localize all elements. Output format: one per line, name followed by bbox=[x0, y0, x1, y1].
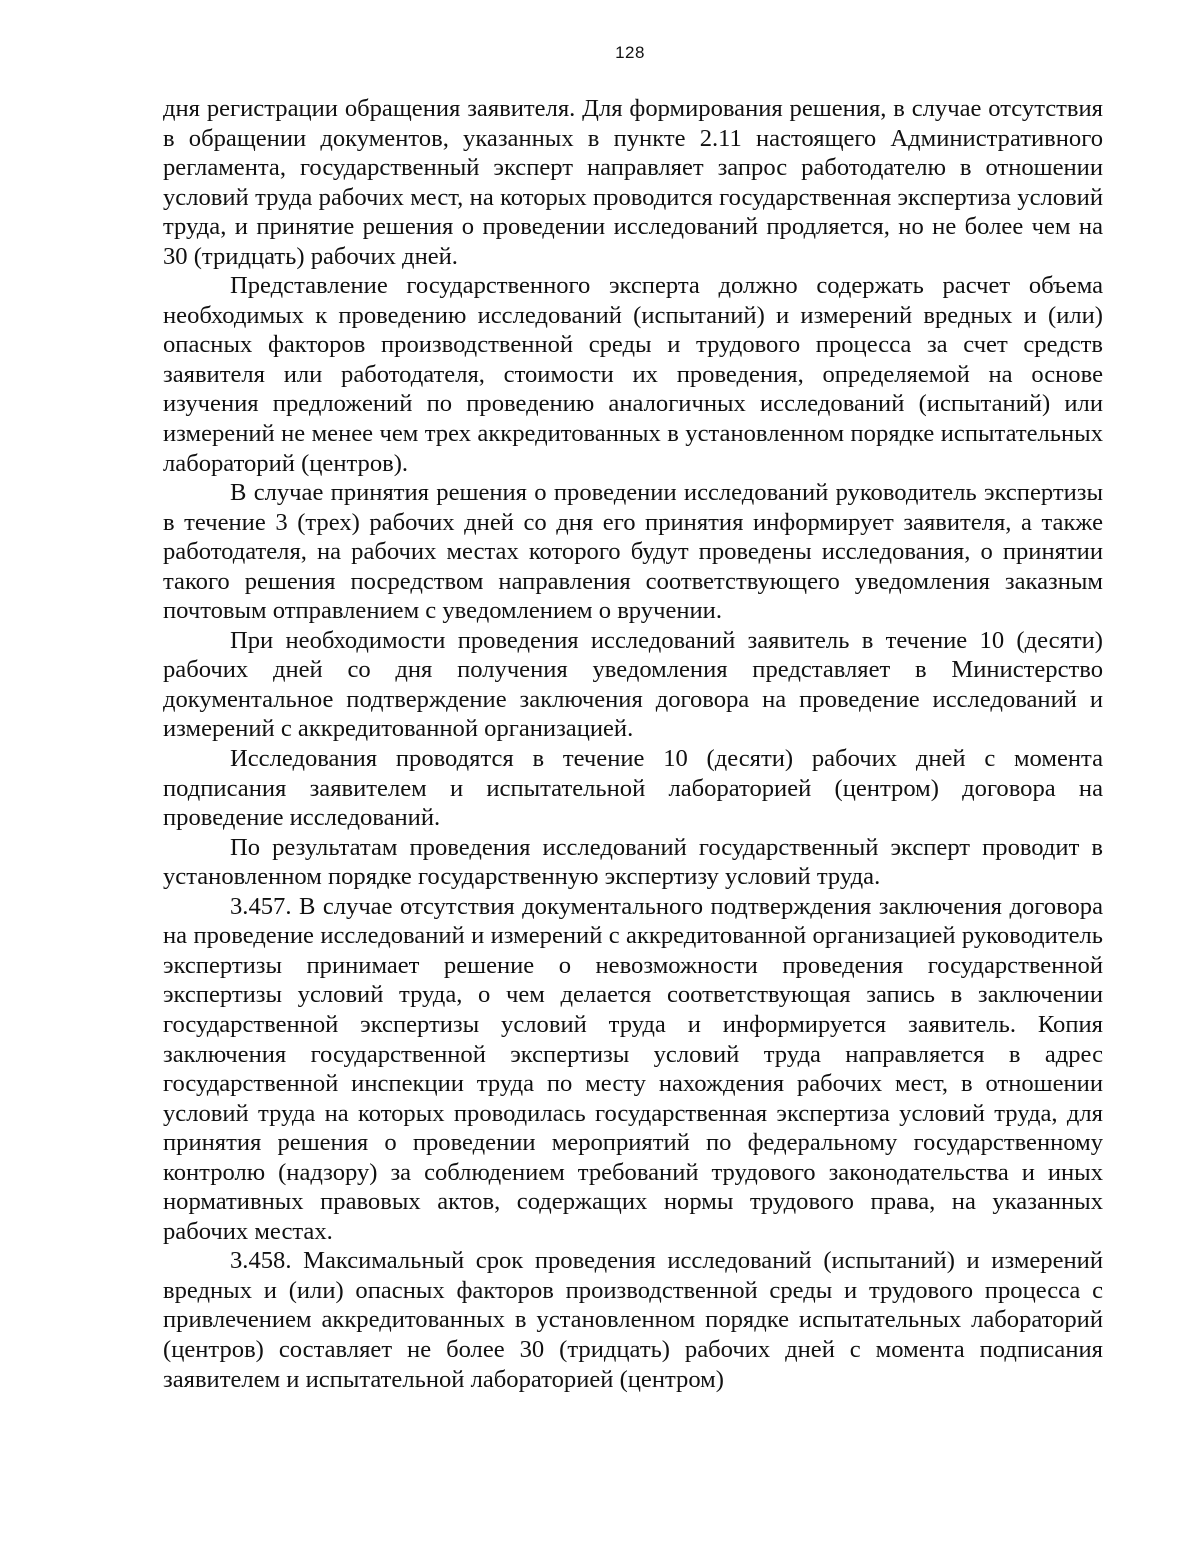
paragraph-6: По результатам проведения исследований государственный эксперт проводит в установленном порядке государственную экспертизу условий труда. bbox=[163, 833, 1103, 891]
document-body bbox=[163, 94, 1103, 1394]
paragraph-clause-3-457: 3.457. В случае отсутствия документального подтверждения заключения договора на проведение исследований и измерений с аккредитованной организацией руководитель экспертизы принимает решение о невозможности проведения государственной экспертизы условий труда, о чем делается соответствующая запись в заключении государственной экспертизы условий труда и информируется заявитель. Копия заключения государственной экспертизы условий труда направляется в адрес государственной инспекции труда по месту нахождения рабочих мест, в отношении условий труда на которых проводилась государственная экспертиза условий труда, для принятия решения о проведении мероприятий по федеральному государственному контролю (надзору) за соблюдением требований трудового законодательства и иных нормативных правовых актов, содержащих нормы трудового права, на указанных рабочих местах. bbox=[163, 892, 1103, 1245]
paragraph-3: В случае принятия решения о проведении исследований руководитель экспертизы в течение 3 (трех) рабочих дней со дня его принятия информирует заявителя, а также работодателя, на рабочих местах которого будут проведены исследования, о принятии такого решения посредством направления соответствующего уведомления заказным почтовым отправлением с уведомлением о вручении. bbox=[163, 479, 1103, 625]
paragraph-clause-3-458: 3.458. Максимальный срок проведения исследований (испытаний) и измерений вредных и (или) опасных факторов производственной среды и трудового процесса с привлечением аккредитованных в установленном порядке испытательных лабораторий (центров) составляет не более 30 (тридцать) рабочих дней с момента подписания заявителем и испытательной лабораторией (центром) bbox=[163, 1247, 1103, 1393]
paragraph-5: Исследования проводятся в течение 10 (десяти) рабочих дней с момента подписания заявителем и испытательной лабораторией (центром) договора на проведение исследований. bbox=[163, 745, 1103, 832]
page-number: 128 bbox=[615, 43, 645, 62]
paragraph-1: дня регистрации обращения заявителя. Для формирования решения, в случае отсутствия в обращении документов, указанных в пункте 2.11 настоящего Административного регламента, государственный эксперт направляет запрос работодателю в отношении условий труда рабочих мест, на которых проводится государственная экспертиза условий труда, и принятие решения о проведении исследований продляется, но не более чем на 30 (тридцать) рабочих дней. bbox=[163, 95, 1103, 270]
paragraph-4: При необходимости проведения исследований заявитель в течение 10 (десяти) рабочих дней со дня получения уведомления представляет в Министерство документальное подтверждение заключения договора на проведение исследований и измерений с аккредитованной организацией. bbox=[163, 626, 1103, 743]
paragraph-2: Представление государственного эксперта должно содержать расчет объема необходимых к проведению исследований (испытаний) и измерений вредных и (или) опасных факторов производственной среды и трудового процесса за счет средств заявителя или работодателя, стоимости их проведения, определяемой на основе изучения предложений по проведению аналогичных исследований (испытаний) или измерений не менее чем трех аккредитованных в установленном порядке испытательных лабораторий (центров). bbox=[163, 272, 1103, 477]
